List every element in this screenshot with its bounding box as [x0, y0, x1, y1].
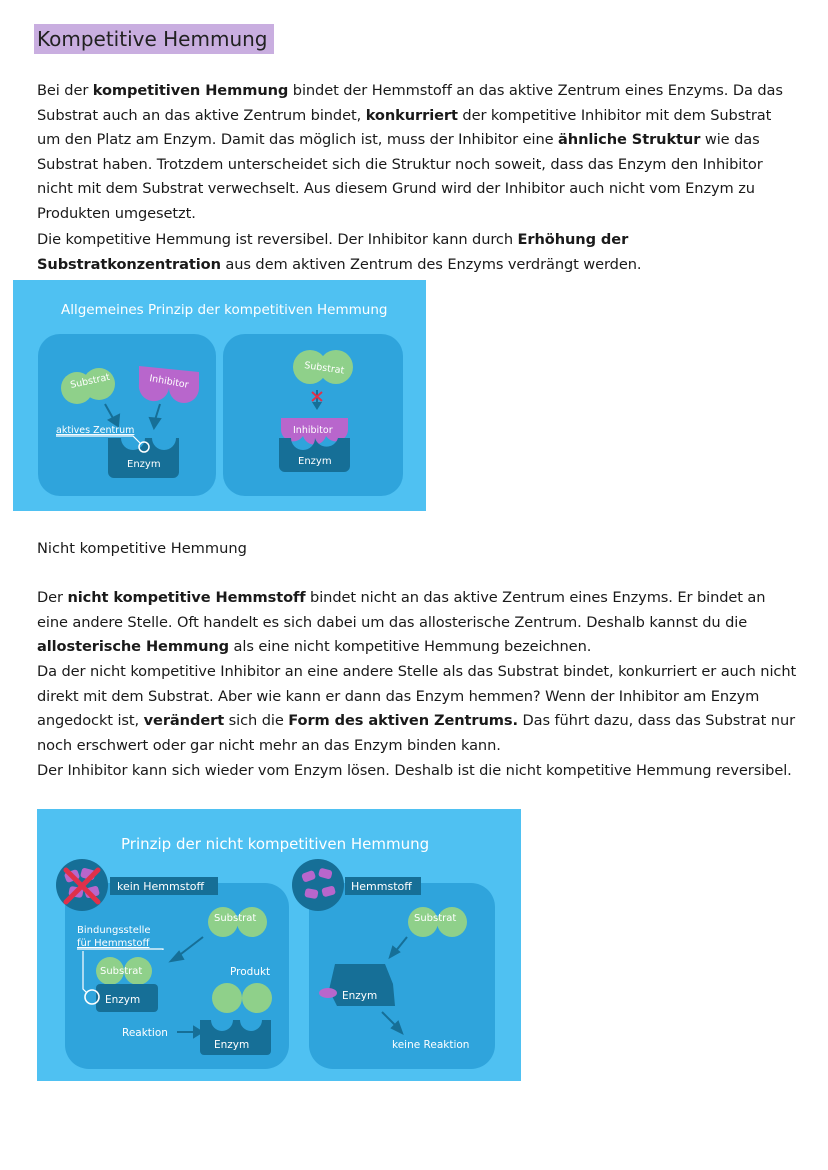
inhibitor-label-right: Inhibitor	[293, 425, 333, 436]
figure-competitive-inhibition	[13, 280, 426, 511]
product-label: Produkt	[230, 966, 271, 978]
text-run: Da der nicht kompetitive Inhibitor an eine andere Stelle als das Substrat bindet, konkurriert er auch nicht direkt mit dem Substrat. Aber wie kann er dann das Enzym hemmen? Wenn der Inhibitor am Enzym angedockt ist,	[37, 663, 797, 730]
text-run: Die kompetitive Hemmung ist reversibel. Der Inhibitor kann durch	[37, 231, 518, 248]
reaction-label: Reaktion	[122, 1027, 168, 1039]
text-run: bindet der Hemmstoff an das aktive Zentrum eines Enzyms. Da das Substrat auch an das aktive Zentrum bindet,	[37, 82, 783, 124]
bold-term: verändert	[143, 712, 225, 730]
text-run: Der	[37, 589, 68, 606]
bold-term: Erhöhung der Substratkonzentration	[37, 231, 629, 273]
figure-noncompetitive-inhibition	[37, 809, 521, 1081]
bold-term: Form des aktiven Zentrums.	[288, 712, 518, 730]
inhibitor-badge	[292, 859, 344, 911]
text-run: als eine nicht kompetitive Hemmung bezeichnen.	[229, 638, 592, 656]
text-run: bindet nicht an das aktive Zentrum eines Enzyms. Er bindet an eine andere Stelle. Oft handelt es sich dabei um das allosterische Zentrum. Deshalb kannst du die	[37, 589, 766, 631]
enzyme-label-left: Enzym	[127, 459, 161, 470]
paragraph-noncompetitive-2	[37, 660, 797, 758]
inhibitor-label: Hemmstoff	[351, 880, 412, 893]
text-run: der kompetitive Inhibitor mit dem Substrat um den Platz am Enzym. Damit das möglich ist, muss der Inhibitor eine	[37, 106, 772, 149]
text-run: Bei der	[37, 82, 93, 99]
substrate-label: Substrat	[69, 371, 111, 391]
substrate-label-top: Substrat	[214, 913, 257, 924]
enzyme-label-product: Enzym	[214, 1039, 250, 1051]
enzyme-label-left: Enzym	[105, 994, 141, 1006]
substrate-label-right: Substrat	[303, 360, 345, 377]
text-run: wie das Substrat haben. Trotzdem unterscheidet sich die Struktur noch soweit, dass das Enzym den Inhibitor nicht mit dem Substrat verwechselt. Aus diesem Grund wird der Inhibitor auch nicht vom Enzym zu Produkten umgesetzt.	[37, 131, 763, 222]
active-site-label: aktives Zentrum	[56, 425, 135, 436]
bold-term: nicht kompetitive Hemmstoff	[67, 589, 306, 606]
bold-term: allosterische Hemmung	[37, 638, 229, 656]
paragraph-noncompetitive-1	[37, 586, 797, 660]
figure-title: Allgemeines Prinzip der kompetitiven Hemmung	[61, 302, 388, 318]
no-reaction-label: keine Reaktion	[392, 1039, 470, 1051]
text-run: sich die	[224, 712, 289, 730]
paragraph-competitive-2	[37, 228, 797, 277]
inhibitor-label: Inhibitor	[148, 373, 190, 391]
text-run: aus dem aktiven Zentrum des Enzyms verdrängt werden.	[220, 255, 642, 273]
substrate-label-bound: Substrat	[100, 966, 143, 977]
no-inhibitor-label: kein Hemmstoff	[117, 880, 205, 893]
bold-term: ähnliche Struktur	[558, 131, 701, 149]
binding-site-label-2: für Hemmstoff	[77, 938, 150, 949]
figure-title: Prinzip der nicht kompetitiven Hemmung	[121, 835, 430, 853]
paragraph-competitive-1	[37, 79, 797, 227]
binding-site-label-1: Bindungsstelle	[77, 925, 151, 936]
inhibitor-bound-shape	[319, 988, 337, 998]
substrate-label-right: Substrat	[414, 913, 457, 924]
section-title-noncompetitive: Nicht kompetitive Hemmung	[37, 540, 247, 557]
text-run: Der Inhibitor kann sich wieder vom Enzym lösen. Deshalb ist die nicht kompetitive Hemmung reversibel.	[37, 762, 792, 779]
enzyme-label-right: Enzym	[342, 990, 378, 1002]
section-title-competitive: Kompetitive Hemmung	[34, 24, 274, 54]
text-run: Das führt dazu, dass das Substrat nur noch erschwert oder gar nicht mehr an das Enzym binden kann.	[37, 712, 795, 754]
enzyme-label-right: Enzym	[298, 456, 332, 467]
bold-term: konkurriert	[365, 106, 458, 124]
paragraph-noncompetitive-3	[37, 759, 797, 784]
bold-term: kompetitiven Hemmung	[92, 82, 289, 99]
